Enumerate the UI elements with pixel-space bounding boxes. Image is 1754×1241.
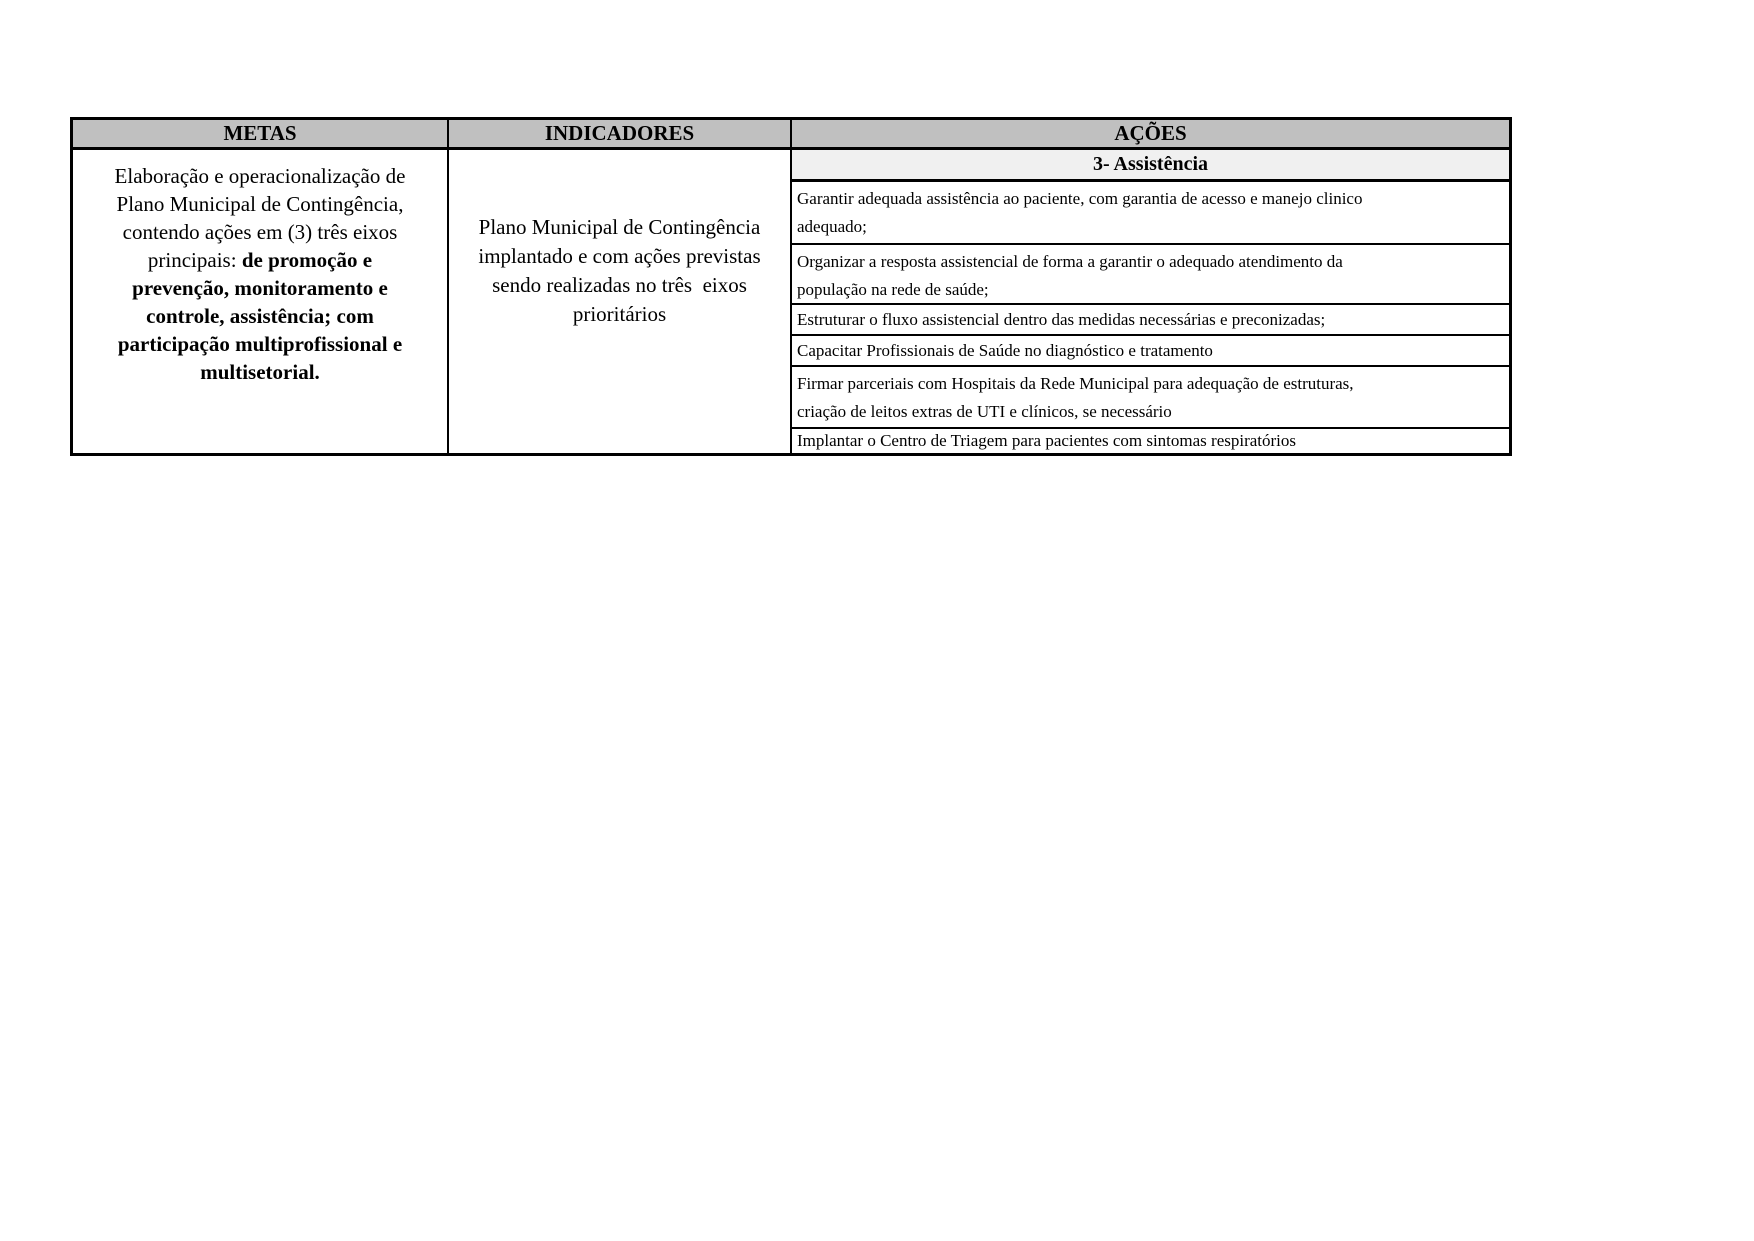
metas-line-bold: participação multiprofissional e: [117, 332, 403, 356]
acao-row-line: população na rede de saúde;: [797, 280, 989, 299]
metas-line: Plano Municipal de Contingência,: [116, 192, 404, 216]
table-body: [73, 150, 1509, 453]
indicadores-cell: [449, 150, 792, 453]
metas-line: Elaboração e operacionalização de: [114, 164, 406, 188]
indicadores-line: Plano Municipal de Contingência: [478, 215, 761, 239]
metas-mixed-regular: principais:: [147, 248, 242, 272]
metas-cell: [73, 150, 449, 453]
acao-row-implantar: [792, 429, 1509, 453]
acao-row-line: Organizar a resposta assistencial de forma a garantir o adequado atendimento da: [797, 252, 1343, 271]
acao-row-organizar: [792, 245, 1509, 305]
metas-mixed-bold: de promoção e: [241, 248, 373, 272]
header-row: [73, 120, 1509, 150]
indicadores-line: sendo realizadas no três eixos: [492, 273, 747, 297]
contingency-plan-table: [70, 117, 1512, 456]
header-cell-indicadores: INDICADORES: [449, 120, 792, 147]
metas-line: contendo ações em (3) três eixos: [122, 220, 398, 244]
metas-line-bold: controle, assistência; com: [146, 304, 374, 328]
acao-row-line: Capacitar Profissionais de Saúde no diagnóstico e tratamento: [797, 340, 1213, 360]
header-cell-metas: METAS: [73, 120, 449, 147]
metas-line-bold: multisetorial.: [200, 360, 320, 384]
acoes-subheader-assistencia: 3- Assistência: [792, 150, 1509, 182]
acao-row-garantir: [792, 182, 1509, 245]
indicadores-line: prioritários: [572, 302, 667, 326]
acao-row-estruturar: [792, 305, 1509, 336]
acao-row-line: Estruturar o fluxo assistencial dentro das medidas necessárias e preconizadas;: [797, 309, 1326, 329]
acao-row-line: criação de leitos extras de UTI e clínicos, se necessário: [797, 402, 1172, 421]
acao-row-line: Garantir adequada assistência ao paciente, com garantia de acesso e manejo clinico: [797, 189, 1363, 208]
acao-row-firmar: [792, 367, 1509, 429]
header-cell-acoes: AÇÕES: [1114, 121, 1187, 145]
acao-row-line: Implantar o Centro de Triagem para pacientes com sintomas respiratórios: [797, 431, 1297, 450]
metas-line-mixed: [79, 246, 441, 274]
indicadores-line: implantado e com ações previstas: [478, 244, 761, 268]
acao-row-line: Firmar parceriais com Hospitais da Rede Municipal para adequação de estruturas,: [797, 374, 1354, 393]
acao-row-line: adequado;: [797, 217, 867, 236]
metas-line-bold: prevenção, monitoramento e: [132, 276, 388, 300]
acao-row-capacitar: [792, 336, 1509, 367]
acoes-column: [792, 150, 1509, 453]
